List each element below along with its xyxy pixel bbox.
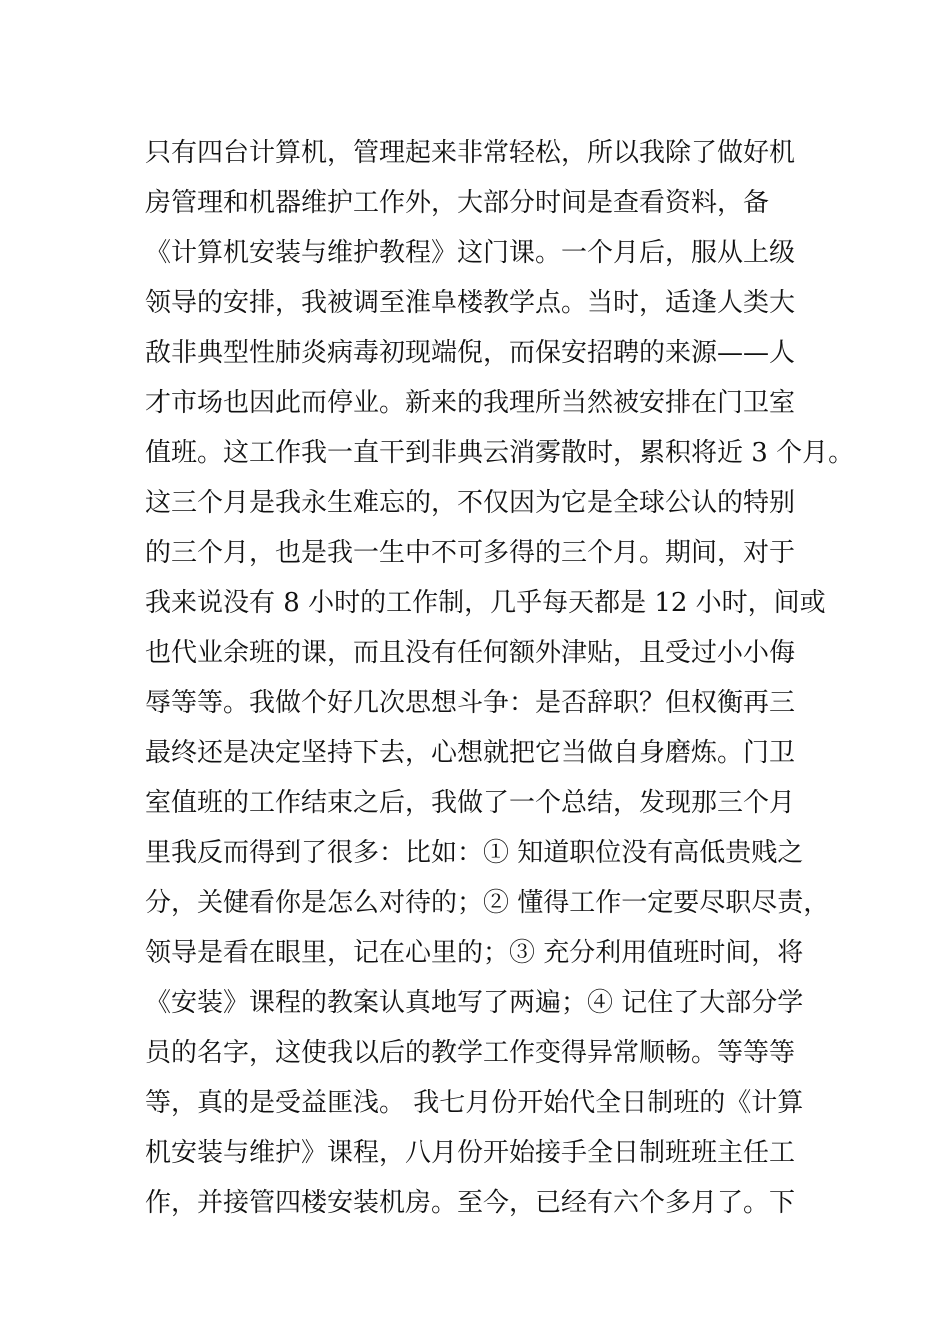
text-line: 最终还是决定坚持下去，心想就把它当做自身磨炼。门卫: [145, 738, 796, 768]
text-line: 值班。这工作我一直干到非典云消雾散时，累积将近 3 个月。: [145, 438, 855, 468]
text-line: 敌非典型性肺炎病毒初现端倪，而保安招聘的来源——人: [145, 338, 796, 368]
text-line: 员的名字，这使我以后的教学工作变得异常顺畅。等等等: [145, 1038, 796, 1068]
text-line: 等，真的是受益匪浅。 我七月份开始代全日制班的《计算: [145, 1088, 804, 1118]
text-line: 室值班的工作结束之后，我做了一个总结，发现那三个月: [145, 788, 796, 818]
text-line: 机安装与维护》课程，八月份开始接手全日制班班主任工: [145, 1138, 796, 1168]
text-line: 《计算机安装与维护教程》这门课。一个月后，服从上级: [145, 238, 796, 268]
text-line: 也代业余班的课，而且没有任何额外津贴，且受过小小侮: [145, 638, 796, 668]
text-line: 才市场也因此而停业。新来的我理所当然被安排在门卫室: [145, 388, 796, 418]
text-line: 《安装》课程的教案认真地写了两遍；④ 记住了大部分学: [145, 988, 804, 1018]
text-line: 这三个月是我永生难忘的，不仅因为它是全球公认的特别: [145, 488, 796, 518]
body-text: [145, 128, 855, 1228]
text-line: 分，关健看你是怎么对待的；② 懂得工作一定要尽职尽责，: [145, 888, 830, 918]
text-line: 里我反而得到了很多：比如：① 知道职位没有高低贵贱之: [145, 838, 804, 868]
text-line: 的三个月，也是我一生中不可多得的三个月。期间，对于: [145, 538, 796, 568]
text-line: 我来说没有 8 小时的工作制，几乎每天都是 12 小时，间或: [145, 588, 826, 618]
text-line: 房管理和机器维护工作外，大部分时间是查看资料，备: [145, 188, 770, 218]
text-line: 领导是看在眼里，记在心里的；③ 充分利用值班时间，将: [145, 938, 804, 968]
text-line: 只有四台计算机，管理起来非常轻松，所以我除了做好机: [145, 138, 796, 168]
text-line: 领导的安排，我被调至淮阜楼教学点。当时，适逢人类大: [145, 288, 796, 318]
text-line: 作，并接管四楼安装机房。至今，已经有六个多月了。下: [145, 1188, 796, 1218]
text-line: 辱等等。我做个好几次思想斗争：是否辞职？但权衡再三: [145, 688, 796, 718]
